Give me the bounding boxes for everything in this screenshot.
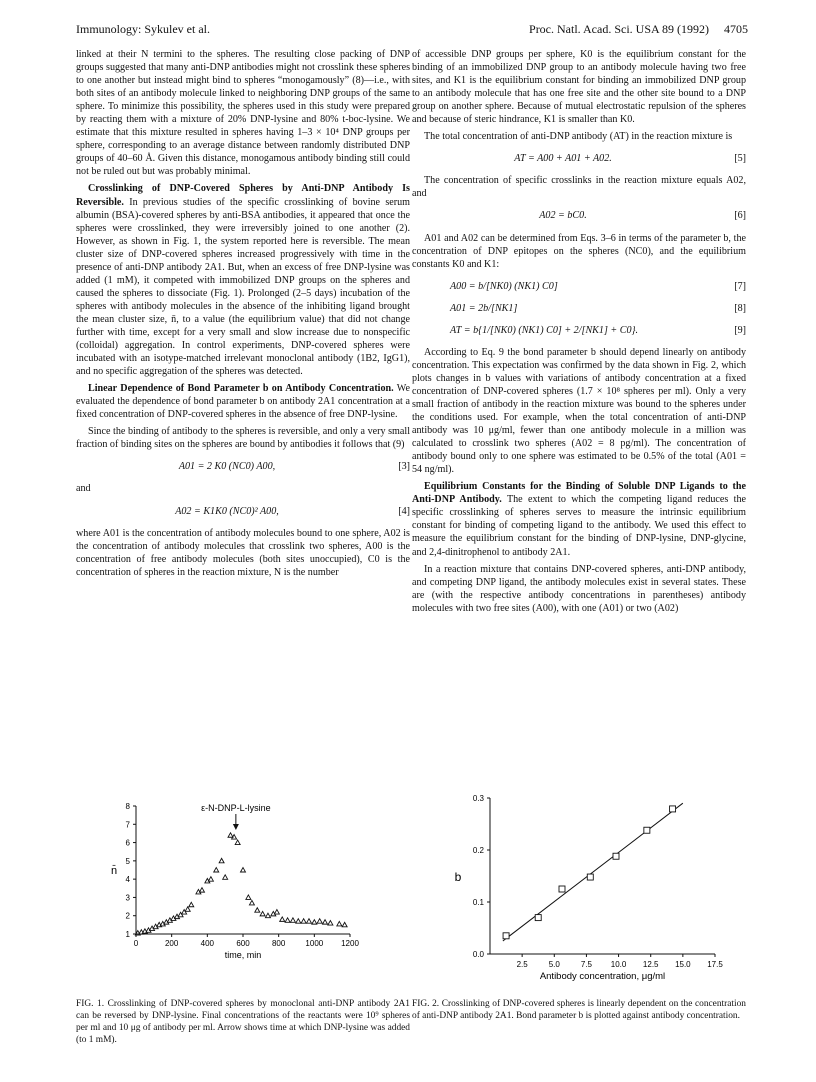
paragraph: and	[76, 483, 91, 495]
data-point-triangle	[241, 868, 246, 873]
figure-1-chart	[100, 796, 360, 980]
paragraph: According to Eq. 9 the bond parameter b should depend linearly on antibody concentration. This expectation was confirmed by the data shown in Fig. 2, which plots changes in b values with variations of antibody concentration at a fixed concentration of DNP-covered spheres (1.7 × 10⁸ spheres per ml). Only a very small fraction of antibody in the reaction mixture was bound to the spheres under the conditions used. For example, when the total concentration of anti-DNP antibody was 10 μg/ml, fewer than one antibody molecule in a million was calculated to crosslink two spheres (A02 = 8 pg/ml). The concentration of antibody bound only to one sphere was estimated to be 0.5% of the total (A01 = 54 ng/ml).	[412, 346, 746, 476]
x-tick-label: 600	[236, 939, 250, 948]
section-heading: Crosslinking of DNP-Covered Spheres by Anti-DNP Antibody Is Reversible.	[76, 183, 410, 208]
fit-line	[503, 803, 683, 941]
equation-body: AT = b{1/[NK0) (NK1) C0] + 2/[NK1] + C0}.	[450, 324, 639, 336]
x-tick-label: 2.5	[516, 960, 528, 969]
y-tick-label: 8	[125, 802, 130, 811]
y-axis-label: n̄	[110, 865, 118, 877]
data-point-triangle	[208, 877, 213, 882]
x-axis-label: time, min	[224, 950, 262, 960]
arrow-annotation-label: ε-N-DNP-L-lysine	[201, 803, 271, 813]
x-tick-label: 400	[200, 939, 215, 948]
paragraph: The concentration of specific crosslinks in the reaction mixture equals A02, and	[412, 175, 746, 200]
data-point-triangle	[323, 920, 328, 925]
data-point-square	[587, 874, 593, 880]
data-point-square	[670, 806, 676, 812]
x-tick-label: 12.5	[642, 960, 659, 969]
y-tick-label: 0.3	[472, 794, 484, 803]
data-point-triangle	[280, 917, 285, 922]
y-tick-label: 0.0	[472, 950, 484, 959]
x-tick-label: 17.5	[707, 960, 723, 969]
y-tick-label: 0.2	[472, 846, 484, 855]
data-point-square	[503, 933, 509, 939]
page-number: 4705	[724, 22, 748, 36]
x-tick-label: 5.0	[548, 960, 560, 969]
x-tick-label: 0	[133, 939, 139, 948]
equation-number: [5]	[734, 153, 746, 165]
data-point-triangle	[246, 895, 251, 900]
equation-8	[412, 302, 746, 315]
arrow-head	[233, 824, 239, 830]
y-tick-label: 3	[125, 893, 130, 903]
running-header-right	[529, 22, 748, 37]
x-tick-label: 800	[271, 939, 286, 948]
data-point-triangle	[285, 918, 290, 923]
data-point-square	[535, 915, 541, 921]
paragraph: of accessible DNP groups per sphere, K0 is the equilibrium constant for the binding of an immobilized DNP group to an antibody molecule having two free sites, and K1 is the equilibrium constant for binding an immobilized DNP group to an antibody molecule that has one free site and the other site bound to a DNP group on another sphere. Because of mutual electrostatic repulsion of the spheres and because of steric hindrance, K1 is smaller than K0.	[412, 49, 746, 126]
equation-number: [7]	[734, 280, 746, 292]
section-heading: Equilibrium Constants for the Binding of Soluble DNP Ligands to the Anti-DNP Antibody.	[412, 481, 746, 506]
y-tick-label: 1	[125, 930, 130, 939]
figure-1-caption: FIG. 1. Crosslinking of DNP-covered spheres by monoclonal anti-DNP antibody 2A1 can be reversed by DNP-lysine. Final concentrations of the reactants were 10⁹ spheres per ml and 10 μg of antibody per ml. Arrow shows time at which DNP-lysine was added (to 1 mM).	[76, 999, 410, 1045]
equation-4	[76, 505, 410, 518]
y-tick-label: 2	[125, 911, 130, 921]
equation-body: A01 = 2b/[NK1]	[450, 302, 518, 314]
equation-body: A02 = K1K0 (NC0)² A00,	[175, 505, 279, 517]
equation-number: [4]	[398, 505, 410, 517]
equation-number: [8]	[734, 302, 746, 314]
data-point-triangle	[235, 840, 240, 845]
paragraph: The extent to which the competing ligand reduces the specific crosslinking of spheres serves to measure the intrinsic equilibrium constant for binding of competing ligand to the antibody. We used this effect to measure the equilibrium constant for the binding of DNP-lysine, DNP-glycine, and 2,4-dinitrophenol to antibody 2A1.	[412, 494, 746, 558]
x-tick-label: 7.5	[580, 960, 592, 969]
equation-number: [6]	[734, 210, 746, 222]
data-point-triangle	[296, 919, 301, 924]
x-tick-label: 15.0	[675, 960, 691, 969]
y-tick-label: 0.1	[472, 898, 484, 907]
x-tick-label: 1000	[305, 939, 324, 948]
data-point-triangle	[219, 858, 224, 863]
paragraph: In previous studies of the specific crosslinking of bovine serum albumin (BSA)-covered spheres by anti-BSA antibodies, it appeared that once the spheres were crosslinked, they were irreversibly joined to one another (2). However, as shown in Fig. 1, the system reported here is reversible. The mean cluster size of DNP-covered spheres increased progressively with time in the presence of anti-DNP antibody 2A1. But, when an excess of free DNP-lysine was added (1 mM), it competed with immobilized DNP groups on the spheres and caused the spheres to dissociate (Fig. 1). Prolonged (2–5 days) incubation of the spheres with antibody molecules in the absence of the inhibiting ligand brought the mean cluster size, n̄, to a value (the equilibrium value) that did not change further with time, except for a very small and slow increase due to nonspecific (colloidal) aggregation. In control experiments, DNP-covered spheres were incubated with an isotype-matched irrelevant monoclonal antibody (1B2, IgG1), and no specific aggregation of the spheres was detected.	[76, 196, 410, 378]
equation-number: [3]	[398, 461, 410, 473]
data-point-triangle	[260, 911, 265, 916]
paragraph: The total concentration of anti-DNP antibody (AT) in the reaction mixture is	[424, 131, 733, 143]
figure-2-caption: FIG. 2. Crosslinking of DNP-covered spheres is linearly dependent on the concentration of anti-DNP antibody 2A1. Bond parameter b is plotted against antibody concentration.	[412, 999, 746, 1021]
y-axis-label: b	[454, 870, 462, 884]
equation-5	[412, 152, 746, 165]
data-point-triangle	[214, 868, 219, 873]
data-point-triangle	[306, 919, 311, 924]
equation-body: A02 = bC0.	[539, 210, 587, 222]
equation-body: AT = A00 + A01 + A02.	[514, 153, 612, 165]
y-tick-label: 4	[125, 875, 130, 885]
data-point-square	[559, 886, 565, 892]
x-axis-label: Antibody concentration, μg/ml	[539, 971, 666, 982]
right-column	[412, 48, 746, 615]
paragraph: In a reaction mixture that contains DNP-covered spheres, anti-DNP antibody, and competing DNP ligand, the antibody molecules exist in several states. These are (with the respective antibody concentrations in parentheses) antibody molecules with two free sites (A00), with one (A01) or two (A02)	[412, 563, 746, 614]
y-tick-label: 5	[125, 856, 130, 866]
paragraph: A01 and A02 can be determined from Eqs. 3–6 in terms of the parameter b, the concentration of DNP epitopes on the spheres (NC0), and the equilibrium constants K0 and K1:	[412, 232, 746, 270]
paragraph: linked at their N termini to the spheres. The resulting close packing of DNP groups suggested that many anti-DNP antibodies might not crosslink these spheres to one another but instead might bind to spheres “monogamously” (8)—i.e., with both sites of an antibody molecule linked to neighboring DNP groups of the same sphere. To minimize this possibility, the spheres used in this study were prepared by reacting them with a mixture of 20% DNP-lysine and 80% t-boc-lysine. We estimate that this mixture resulted in spheres having 1–3 × 10⁴ DNP groups per sphere, corresponding to an average distance between randomly distributed DNP groups of 40–60 Å. Given this distance, monogamous antibody binding still could not be ruled out but was probably minimal.	[76, 49, 410, 178]
figure-2-chart	[440, 790, 730, 984]
y-tick-label: 6	[125, 838, 130, 848]
data-point-square	[613, 853, 619, 859]
data-point-triangle	[189, 902, 194, 907]
data-point-triangle	[337, 921, 342, 926]
data-point-triangle	[265, 913, 270, 918]
paragraph: where A01 is the concentration of antibody molecules bound to one sphere, A02 is the concentration of antibody molecules that crosslink two spheres, A00 is the concentration of free antibody molecules (both sites unoccupied), C0 is the concentration of spheres in the reaction mixture, N is the number	[76, 527, 410, 578]
equation-3	[76, 460, 410, 473]
x-tick-label: 10.0	[610, 960, 627, 969]
equation-number: [9]	[734, 324, 746, 336]
equation-body: A01 = 2 K0 (NC0) A00,	[178, 461, 276, 473]
data-point-triangle	[312, 920, 317, 925]
paragraph: Since the binding of antibody to the spheres is reversible, and only a very small fraction of binding sites on the spheres are bound by antibodies it follows that (9)	[76, 426, 410, 451]
data-point-triangle	[342, 922, 347, 927]
data-point-triangle	[199, 888, 204, 893]
data-point-triangle	[290, 918, 295, 923]
data-point-triangle	[249, 900, 254, 905]
data-point-triangle	[223, 875, 228, 880]
journal-citation: Proc. Natl. Acad. Sci. USA 89 (1992)	[529, 22, 709, 36]
data-point-triangle	[328, 921, 333, 926]
x-tick-label: 200	[164, 939, 179, 948]
data-point-triangle	[185, 907, 190, 912]
section-heading: Linear Dependence of Bond Parameter b on Antibody Concentration.	[88, 383, 394, 395]
equation-9	[412, 324, 746, 337]
running-header-left: Immunology: Sykulev et al.	[76, 22, 210, 36]
left-column	[76, 48, 410, 579]
data-point-square	[644, 827, 650, 833]
data-point-triangle	[228, 833, 233, 838]
data-point-triangle	[317, 919, 322, 924]
data-point-triangle	[255, 908, 260, 913]
equation-6	[412, 209, 746, 222]
equation-7	[412, 280, 746, 293]
x-tick-label: 1200	[341, 939, 359, 948]
paragraph: We evaluated the dependence of bond parameter b on antibody 2A1 concentration at a fixed concentration of DNP-covered spheres in the absence of free DNP-lysine.	[76, 383, 410, 421]
data-point-triangle	[301, 919, 306, 924]
y-tick-label: 7	[125, 820, 130, 830]
equation-body: A00 = b/[NK0) (NK1) C0]	[450, 280, 558, 292]
data-point-triangle	[274, 910, 279, 915]
